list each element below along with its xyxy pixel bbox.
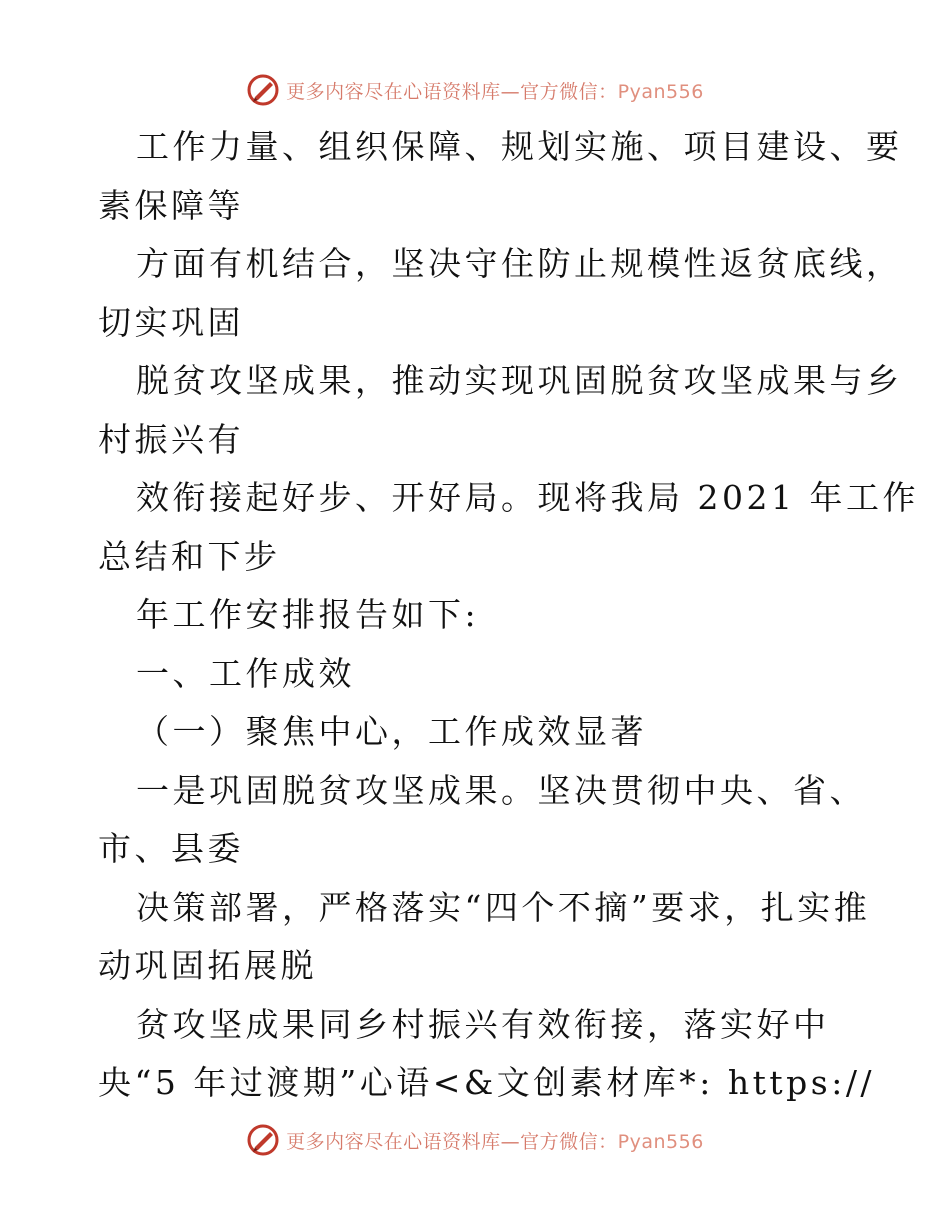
document-body [98,118,919,1113]
text-line: 方面有机结合，坚决守住防止规模性返贫底线， [136,244,903,283]
text-line: 工作力量、组织保障、规划实施、项目建设、要 [136,127,903,166]
text-line: 动巩固拓展脱 [98,946,317,985]
text-line: 决策部署，严格落实“四个不摘”要求，扎实推 [136,887,871,927]
text-line: 一、工作成效 [136,653,355,693]
text-line: 贫攻坚成果同乡村振兴有效衔接，落实好中 [136,1004,830,1044]
text-line: （一）聚焦中心，工作成效显著 [136,712,647,751]
text-line: 年工作安排报告如下: [136,595,480,634]
text-line: 村振兴有 [98,419,244,459]
text-line: 一是巩固脱贫攻坚成果。坚决贯彻中央、省、 [136,770,866,810]
text-line: 总结和下步 [98,536,281,576]
text-line: 效衔接起好步、开好局。现将我局 2021 年工作 [136,478,919,517]
text-line: 切实巩固 [98,302,244,342]
text-line: 脱贫攻坚成果，推动实现巩固脱贫攻坚成果与乡 [136,361,903,400]
logo-icon [246,73,280,107]
watermark-text: 更多内容尽在心语资料库—官方微信：Pyan556 [286,1130,704,1153]
text-line: 市、县委 [98,829,244,868]
watermark-text: 更多内容尽在心语资料库—官方微信：Pyan556 [286,80,704,103]
header-watermark [0,70,950,110]
text-line: 央“5 年过渡期”心语<&文创素材库*: https:// [98,1063,876,1102]
logo-icon [246,1123,280,1157]
text-line: 素保障等 [98,185,244,225]
footer-watermark [0,1120,950,1160]
